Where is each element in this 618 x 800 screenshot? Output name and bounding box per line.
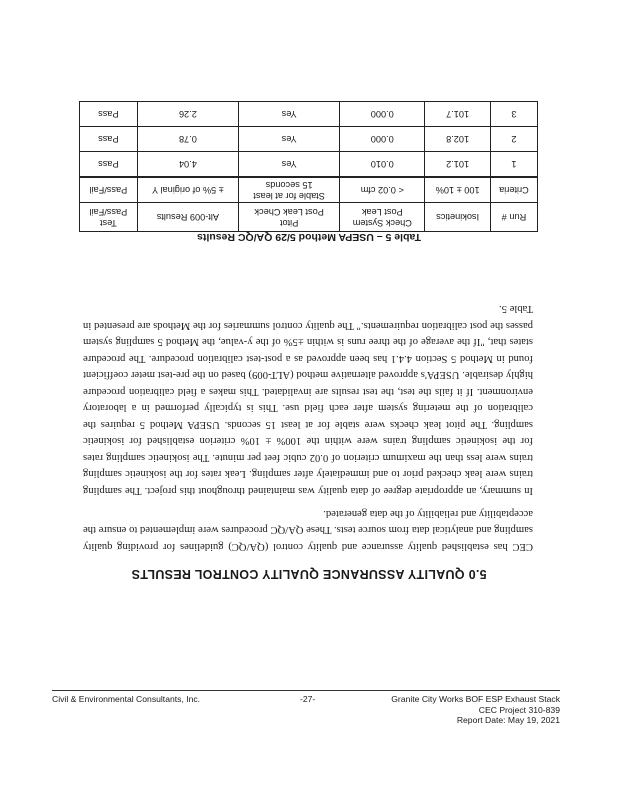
table-cell: 101.2 xyxy=(425,152,490,178)
table-cell: 0.000 xyxy=(340,102,425,127)
table-row xyxy=(80,152,538,178)
criteria-cell: Pass/Fail xyxy=(80,177,138,203)
header-cell: Test Pass/Fail xyxy=(80,203,138,232)
table-cell: 0.010 xyxy=(340,152,425,178)
paragraph-summary: In summary, an appropriate degree of data quality was maintained throughout this project. The sampling trains were leak checked prior to and immediately after sampling. Leak rates for the isokinetic sampling trains were less than the maximum criterion of 0.02 cubic feet per minute. The isokinetic sampling rates for the isokinetic sampling trains were within the 100% ± 10% criterion established for isokinetic sampling. The pitot leak checks were stable for at least 15 seconds. USEPA Method 5 requires the calibration of the metering system after each field use. This is typically performed in a laboratory environment. If it fails the test, the test results are invalidated. This makes a field calibration procedure highly desirable. USEPA's approved alternative method (ALT-009) based on the pre-test meter coefficient found in Method 5 Section 4.4.1 has been approved as a post-test calibration procedure. The procedure states that, "If the average of the three runs is within ±5% of the y-value, the Method 5 sampling system passes the post calibration requirements." The quality control summaries for the Methods are presented in Table 5. xyxy=(83,303,533,496)
table-cell: 4.04 xyxy=(137,152,238,178)
table-cell: 101.7 xyxy=(425,102,490,127)
footer-project-info xyxy=(391,694,560,726)
table-cell: Yes xyxy=(239,152,340,178)
table-cell: Pass xyxy=(80,127,138,152)
header-cell: Isokinetics xyxy=(425,203,490,232)
criteria-cell: Criteria xyxy=(490,177,537,203)
table-cell: 0.000 xyxy=(340,127,425,152)
table-cell: 2 xyxy=(490,127,537,152)
criteria-cell: 100 ± 10% xyxy=(425,177,490,203)
table-cell: Pass xyxy=(80,102,138,127)
footer-project-number: CEC Project 310-839 xyxy=(478,704,560,715)
header-cell: Check System Post Leak xyxy=(340,203,425,232)
table-cell: 3 xyxy=(490,102,537,127)
footer-divider xyxy=(52,690,560,691)
qaqc-table xyxy=(79,101,538,232)
table-criteria-row xyxy=(80,177,538,203)
header-cell: Run # xyxy=(490,203,537,232)
table-row xyxy=(80,127,538,152)
footer-project-title: Granite City Works BOF ESP Exhaust Stack xyxy=(391,694,560,704)
footer-page-number: -27- xyxy=(300,694,316,704)
table-cell: 2.26 xyxy=(137,102,238,127)
header-cell: Alt-009 Results xyxy=(137,203,238,232)
criteria-cell: < 0.02 cfm xyxy=(340,177,425,203)
table-cell: 102.8 xyxy=(425,127,490,152)
table-cell: 0.78 xyxy=(137,127,238,152)
paragraph-intro: CEC has established quality assurance and quality control (QA/QC) guidelines for providing quality sampling and analytical data from source tests. These QA/QC procedures were implemented to ensure the acceptability and reliability of the data generated. xyxy=(83,508,533,552)
table-cell: Yes xyxy=(239,127,340,152)
table-row xyxy=(80,102,538,127)
table-cell: 1 xyxy=(490,152,537,178)
table-cell: Pass xyxy=(80,152,138,178)
footer-report-date: Report Date: May 19, 2021 xyxy=(456,715,560,725)
header-cell: Pitot Post Leak Check xyxy=(239,203,340,232)
page-footer xyxy=(52,694,560,734)
footer-company: Civil & Environmental Consultants, Inc. xyxy=(52,694,201,704)
table-header-row xyxy=(80,203,538,232)
section-heading: 5.0 QUALITY ASSURANCE QUALITY CONTROL RESULTS xyxy=(131,567,487,581)
criteria-cell: ± 5% of original Y xyxy=(137,177,238,203)
criteria-cell: Stable for at least 15 seconds xyxy=(239,177,340,203)
table-caption: Table 5 – USEPA Method 5/29 QA/QC Results xyxy=(197,231,421,243)
table-cell: Yes xyxy=(239,102,340,127)
